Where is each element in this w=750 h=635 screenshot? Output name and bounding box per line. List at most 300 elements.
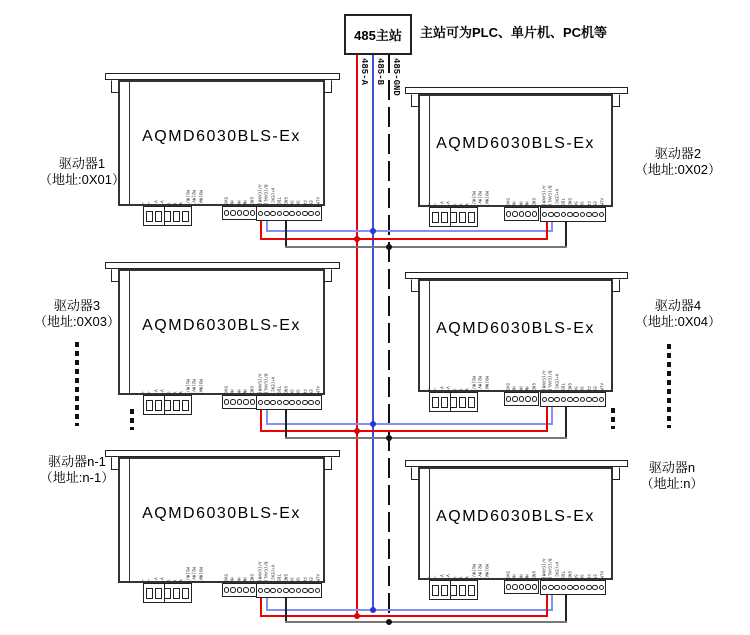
pin-label: U [451,388,457,391]
terminal-block-signal [540,580,606,595]
junction-row2-b [370,421,376,427]
pin-label: HV [517,200,523,206]
pin-label: W [464,203,470,206]
terminal-hole-circle [512,584,518,590]
driver-label-2 [616,146,740,178]
terminal-hole-square [173,588,180,599]
junction-row1-gnd [386,244,392,250]
pin-labels-power [425,184,506,206]
pin-label: ⏚ [432,201,438,206]
terminal-hole-circle [548,212,554,218]
terminal-hole-circle [230,587,236,593]
pin-label: A/(CANH) [540,370,546,391]
terminal-block-power [143,583,192,603]
pin-label: ALM [598,571,604,579]
pin-label: EN [308,199,313,205]
terminal-hole-square [432,585,439,596]
terminal-hole-circle [224,399,230,405]
pin-label: HU [511,385,517,391]
pin-label: A/(CANH) [256,184,262,205]
junction-row3-gnd [386,619,392,625]
pin-label: M2(HV) [477,563,482,579]
terminal-hole-circle [586,585,592,591]
pin-labels-signal [256,183,321,205]
pin-label: EN [592,200,597,206]
pin-label: GND [566,571,572,579]
pin-label: V [457,203,463,206]
pin-labels-power [139,560,220,582]
pin-label: TDS [276,386,281,394]
pin-label: V+ [159,388,164,394]
terminal-hole-circle [308,400,314,406]
pin-label: 5V0 [222,574,228,582]
pin-label: M2(HV) [477,190,482,206]
terminal-hole-circle [506,211,512,217]
terminal-hole-circle [519,584,525,590]
pin-label: V+ [445,573,450,579]
junction-row3-b [370,607,376,613]
driver-name: 驱动器n [648,460,696,475]
terminal-hole-square [146,588,153,599]
pin-label: U [451,203,457,206]
terminal-hole-circle [258,211,264,217]
junction-row2-a [354,428,360,434]
terminal-hole-circle [258,400,264,406]
pin-label: ⏚ [425,201,431,206]
terminal-block-hall [504,207,539,221]
pin-labels-power [139,183,220,205]
terminal-hole-square [164,211,171,222]
terminal-hole-circle [561,212,567,218]
pin-label: TDS [560,383,565,391]
driver-address: （地址:0X03） [34,314,120,329]
pin-label: V+(EXC) [269,376,275,394]
pin-label: ALM [314,574,320,582]
pin-label: ⏚ [432,386,438,391]
pin-label: M2(HV) [477,375,482,391]
terminal-hole-circle [599,585,605,591]
terminal-hole-circle [525,211,531,217]
pin-label: HW [242,576,247,582]
pin-labels-hall [222,183,256,205]
pin-label: FR [301,199,307,205]
terminal-hole-square [164,588,171,599]
ellipsis-left-short [130,409,134,430]
terminal-block-hall [222,206,257,220]
pin-label: A/(CANH) [540,185,546,206]
pin-label: V+(EXC) [553,373,559,391]
pin-label: HW [524,385,529,391]
terminal-hole-circle [586,397,592,403]
pin-label: V- [438,385,444,391]
pin-label: 5V [288,576,294,582]
module-model-label: AQMD6030BLS-Ex [142,317,301,334]
pin-label: V+(EXC) [269,187,275,205]
terminal-hole-circle [289,588,295,594]
terminal-hole-square [459,397,466,408]
terminal-block-hall [504,580,539,594]
pin-label: M1(HU) [184,189,190,205]
driver-name: 驱动器1 [58,156,106,171]
terminal-hole-square [146,400,153,411]
module-flange [405,272,628,279]
driver-module-n-1 [105,450,342,610]
terminal-hole-circle [573,212,579,218]
terminal-hole-square [155,400,162,411]
pin-label: GND [566,383,572,391]
terminal-hole-circle [270,588,276,594]
driver-name: 驱动器n-1 [48,454,106,469]
module-flange [105,73,340,80]
wire-row2-gnd-horizontal [285,437,567,439]
terminal-hole-circle [532,584,538,590]
pin-label: V+ [445,385,450,391]
driver-module-4 [405,272,642,432]
wire-row3-gnd-horizontal [285,621,567,623]
wire-485b-vertical [372,53,374,609]
terminal-hole-circle [506,396,512,402]
pin-labels-hall [504,557,538,579]
terminal-hole-square [173,211,180,222]
pin-label: 5V0 [222,386,228,394]
pin-label: V [171,579,177,582]
pin-label: GND [282,197,288,205]
pin-label: B/(CANL) [547,558,553,579]
pin-label: U [451,576,457,579]
pin-labels-hall [222,372,256,394]
terminal-hole-circle [567,397,573,403]
module-model-label: AQMD6030BLS-Ex [436,508,595,525]
ellipsis-right-tall [667,344,671,428]
junction-row3-a [354,613,360,619]
pin-label: SV [295,199,301,205]
terminal-hole-circle [283,588,289,594]
terminal-hole-circle [532,396,538,402]
pin-label: V- [152,388,158,394]
terminal-hole-circle [542,397,548,403]
terminal-block-signal [256,206,322,221]
terminal-hole-square [468,212,475,223]
pin-label: ⏚ [139,389,145,394]
pin-label: ⏚ [425,386,431,391]
pin-label: TDS [560,198,565,206]
pin-label: W [464,388,470,391]
terminal-hole-circle [580,585,586,591]
terminal-hole-circle [277,400,283,406]
terminal-hole-square [450,585,457,596]
pin-label: SV [579,200,585,206]
terminal-hole-circle [580,397,586,403]
pin-label: V [171,391,177,394]
pin-label: FR [585,385,591,391]
pin-label: B/(CANL) [263,184,269,205]
driver-label-n-1 [15,454,139,486]
pin-labels-signal [540,184,605,206]
terminal-hole-circle [289,400,295,406]
terminal-hole-circle [230,210,236,216]
terminal-hole-circle [224,587,230,593]
terminal-hole-circle [308,588,314,594]
terminal-hole-circle [237,210,243,216]
terminal-hole-circle [548,397,554,403]
pin-label: U [165,391,171,394]
pin-label: M1(HU) [470,375,476,391]
terminal-hole-circle [561,585,567,591]
junction-row1-a [354,236,360,242]
driver-name: 驱动器4 [654,298,702,313]
terminal-block-hall [504,392,539,406]
terminal-hole-circle [277,211,283,217]
terminal-hole-circle [525,396,531,402]
terminal-hole-circle [289,211,295,217]
driver-label-4 [616,298,740,330]
pin-label: EN [308,388,313,394]
pin-label: ALM [314,197,320,205]
pin-label: V+(EXC) [269,564,275,582]
driver-address: （地址:0X04） [635,314,721,329]
pin-label: ALM [314,386,320,394]
pin-label: HW [242,199,247,205]
terminal-hole-circle [315,588,321,594]
pin-label: W [464,576,470,579]
pin-label: HU [511,573,517,579]
pin-label: M2(HV) [191,378,196,394]
terminal-hole-square [173,400,180,411]
wire-label-485a: 485-A [359,58,369,86]
terminal-hole-square [459,585,466,596]
pin-label: ⏚ [146,577,152,582]
pin-label: 5V [288,199,294,205]
terminal-hole-circle [519,396,525,402]
terminal-hole-circle [283,211,289,217]
pin-label: M2(HV) [191,566,196,582]
pin-label: V [171,202,177,205]
terminal-hole-circle [243,399,249,405]
terminal-hole-circle [592,397,598,403]
pin-label: A/(CANH) [256,373,262,394]
master-station-note: 主站可为PLC、单片机、PC机等 [420,25,608,40]
pin-labels-hall [504,369,538,391]
driver-label-n [610,460,734,492]
pin-label: M1(HU) [184,566,190,582]
pin-label: U [165,579,171,582]
terminal-hole-circle [542,585,548,591]
terminal-hole-circle [296,211,302,217]
terminal-hole-square [432,397,439,408]
terminal-hole-circle [250,587,256,593]
terminal-hole-circle [302,400,308,406]
pin-label: U [165,202,171,205]
terminal-hole-square [155,211,162,222]
terminal-hole-circle [250,399,256,405]
pin-label: 5V0 [504,198,510,206]
terminal-hole-circle [512,211,518,217]
driver-name: 驱动器3 [53,298,101,313]
wire-label-485b: 485-B [375,58,385,86]
pin-label: GND [530,383,536,391]
junction-row2-gnd [386,435,392,441]
pin-label: V+ [159,199,164,205]
pin-label: M1(HU) [184,378,190,394]
module-model-label: AQMD6030BLS-Ex [142,505,301,522]
pin-label: 5V [572,573,578,579]
terminal-block-power [143,395,192,415]
pin-label: TDS [276,197,281,205]
pin-label: M3(HW) [197,378,203,394]
pin-labels-power [425,557,506,579]
terminal-hole-circle [270,400,276,406]
pin-labels-power [425,369,506,391]
pin-label: B/(CANL) [263,561,269,582]
junction-row1-b [370,228,376,234]
pin-labels-hall [222,560,256,582]
terminal-hole-square [459,212,466,223]
driver-address: （地址:0X01） [39,172,125,187]
terminal-hole-circle [525,584,531,590]
terminal-hole-square [146,211,153,222]
pin-label: ⏚ [146,389,152,394]
driver-name: 驱动器2 [654,146,702,161]
pin-label: M1(HU) [470,190,476,206]
module-flange [105,450,340,457]
terminal-hole-circle [554,212,560,218]
pin-label: V+ [159,576,164,582]
terminal-hole-circle [315,211,321,217]
terminal-hole-circle [264,211,270,217]
ellipsis-right-short [611,408,615,429]
wire-label-485gnd: 485-GND [391,58,401,96]
terminal-hole-circle [554,585,560,591]
terminal-hole-circle [573,397,579,403]
terminal-hole-circle [296,400,302,406]
pin-label: HV [235,199,241,205]
terminal-hole-square [468,585,475,596]
pin-label: SV [295,388,301,394]
terminal-hole-circle [554,397,560,403]
pin-label: ⏚ [139,577,145,582]
terminal-hole-circle [592,585,598,591]
pin-label: M3(HW) [197,189,203,205]
terminal-hole-square [441,585,448,596]
driver-label-3 [15,298,139,330]
pin-label: HU [511,200,517,206]
terminal-hole-circle [512,396,518,402]
pin-label: FR [301,576,307,582]
terminal-hole-circle [264,400,270,406]
pin-label: GND [530,198,536,206]
pin-label: V [457,388,463,391]
terminal-hole-square [182,400,189,411]
terminal-hole-square [164,400,171,411]
pin-label: EN [308,576,313,582]
driver-module-3 [105,262,342,422]
terminal-hole-square [441,397,448,408]
module-model-label: AQMD6030BLS-Ex [436,135,595,152]
pin-label: SV [579,385,585,391]
terminal-hole-circle [224,210,230,216]
pin-label: EN [592,573,597,579]
pin-label: GND [248,574,254,582]
terminal-hole-circle [264,588,270,594]
pin-label: HW [524,200,529,206]
module-model-label: AQMD6030BLS-Ex [142,128,301,145]
pin-label: M1(HU) [470,563,476,579]
pin-label: B/(CANL) [547,370,553,391]
pin-label: HW [524,573,529,579]
pin-label: B/(CANL) [547,185,553,206]
pin-labels-signal [540,557,605,579]
pin-label: A/(CANH) [256,561,262,582]
pin-label: V+ [445,200,450,206]
pin-label: B/(CANL) [263,373,269,394]
pin-label: 5V0 [504,571,510,579]
terminal-hole-circle [230,399,236,405]
terminal-hole-circle [506,584,512,590]
terminal-hole-square [450,212,457,223]
pin-label: HU [229,199,235,205]
pin-label: M2(HV) [191,189,196,205]
terminal-block-power [429,392,478,412]
pin-label: HV [235,388,241,394]
pin-label: M3(HW) [483,190,489,206]
terminal-hole-circle [580,212,586,218]
terminal-hole-circle [250,210,256,216]
terminal-hole-circle [542,212,548,218]
terminal-hole-circle [243,210,249,216]
pin-labels-signal [256,560,321,582]
terminal-hole-circle [532,211,538,217]
pin-label: 5V [572,200,578,206]
terminal-hole-circle [277,588,283,594]
driver-label-1 [20,156,144,188]
terminal-hole-square [182,588,189,599]
terminal-block-power [429,207,478,227]
pin-label: 5V [288,388,294,394]
terminal-hole-circle [561,397,567,403]
pin-label: SV [579,573,585,579]
ellipsis-left-tall [75,342,79,426]
pin-label: M3(HW) [483,563,489,579]
terminal-block-power [429,580,478,600]
terminal-block-signal [540,392,606,407]
pin-label: TDS [276,574,281,582]
pin-label: GND [530,571,536,579]
terminal-hole-square [155,588,162,599]
pin-label: 5V0 [504,383,510,391]
terminal-hole-square [182,211,189,222]
driver-module-2 [405,87,642,247]
pin-labels-signal [256,372,321,394]
driver-module-n [405,460,642,620]
pin-label: ALM [598,198,604,206]
module-model-label: AQMD6030BLS-Ex [436,320,595,337]
pin-label: V+(EXC) [553,561,559,579]
terminal-hole-square [450,397,457,408]
terminal-hole-circle [519,211,525,217]
pin-label: ⏚ [425,574,431,579]
terminal-block-hall [222,583,257,597]
terminal-hole-circle [270,211,276,217]
pin-label: A/(CANH) [540,558,546,579]
terminal-block-hall [222,395,257,409]
pin-label: ⏚ [432,574,438,579]
terminal-hole-circle [243,587,249,593]
pin-label: M3(HW) [483,375,489,391]
pin-label: 5V0 [222,197,228,205]
pin-label: FR [585,573,591,579]
driver-module-1 [105,73,342,233]
driver-address: （地址:n） [640,476,704,491]
